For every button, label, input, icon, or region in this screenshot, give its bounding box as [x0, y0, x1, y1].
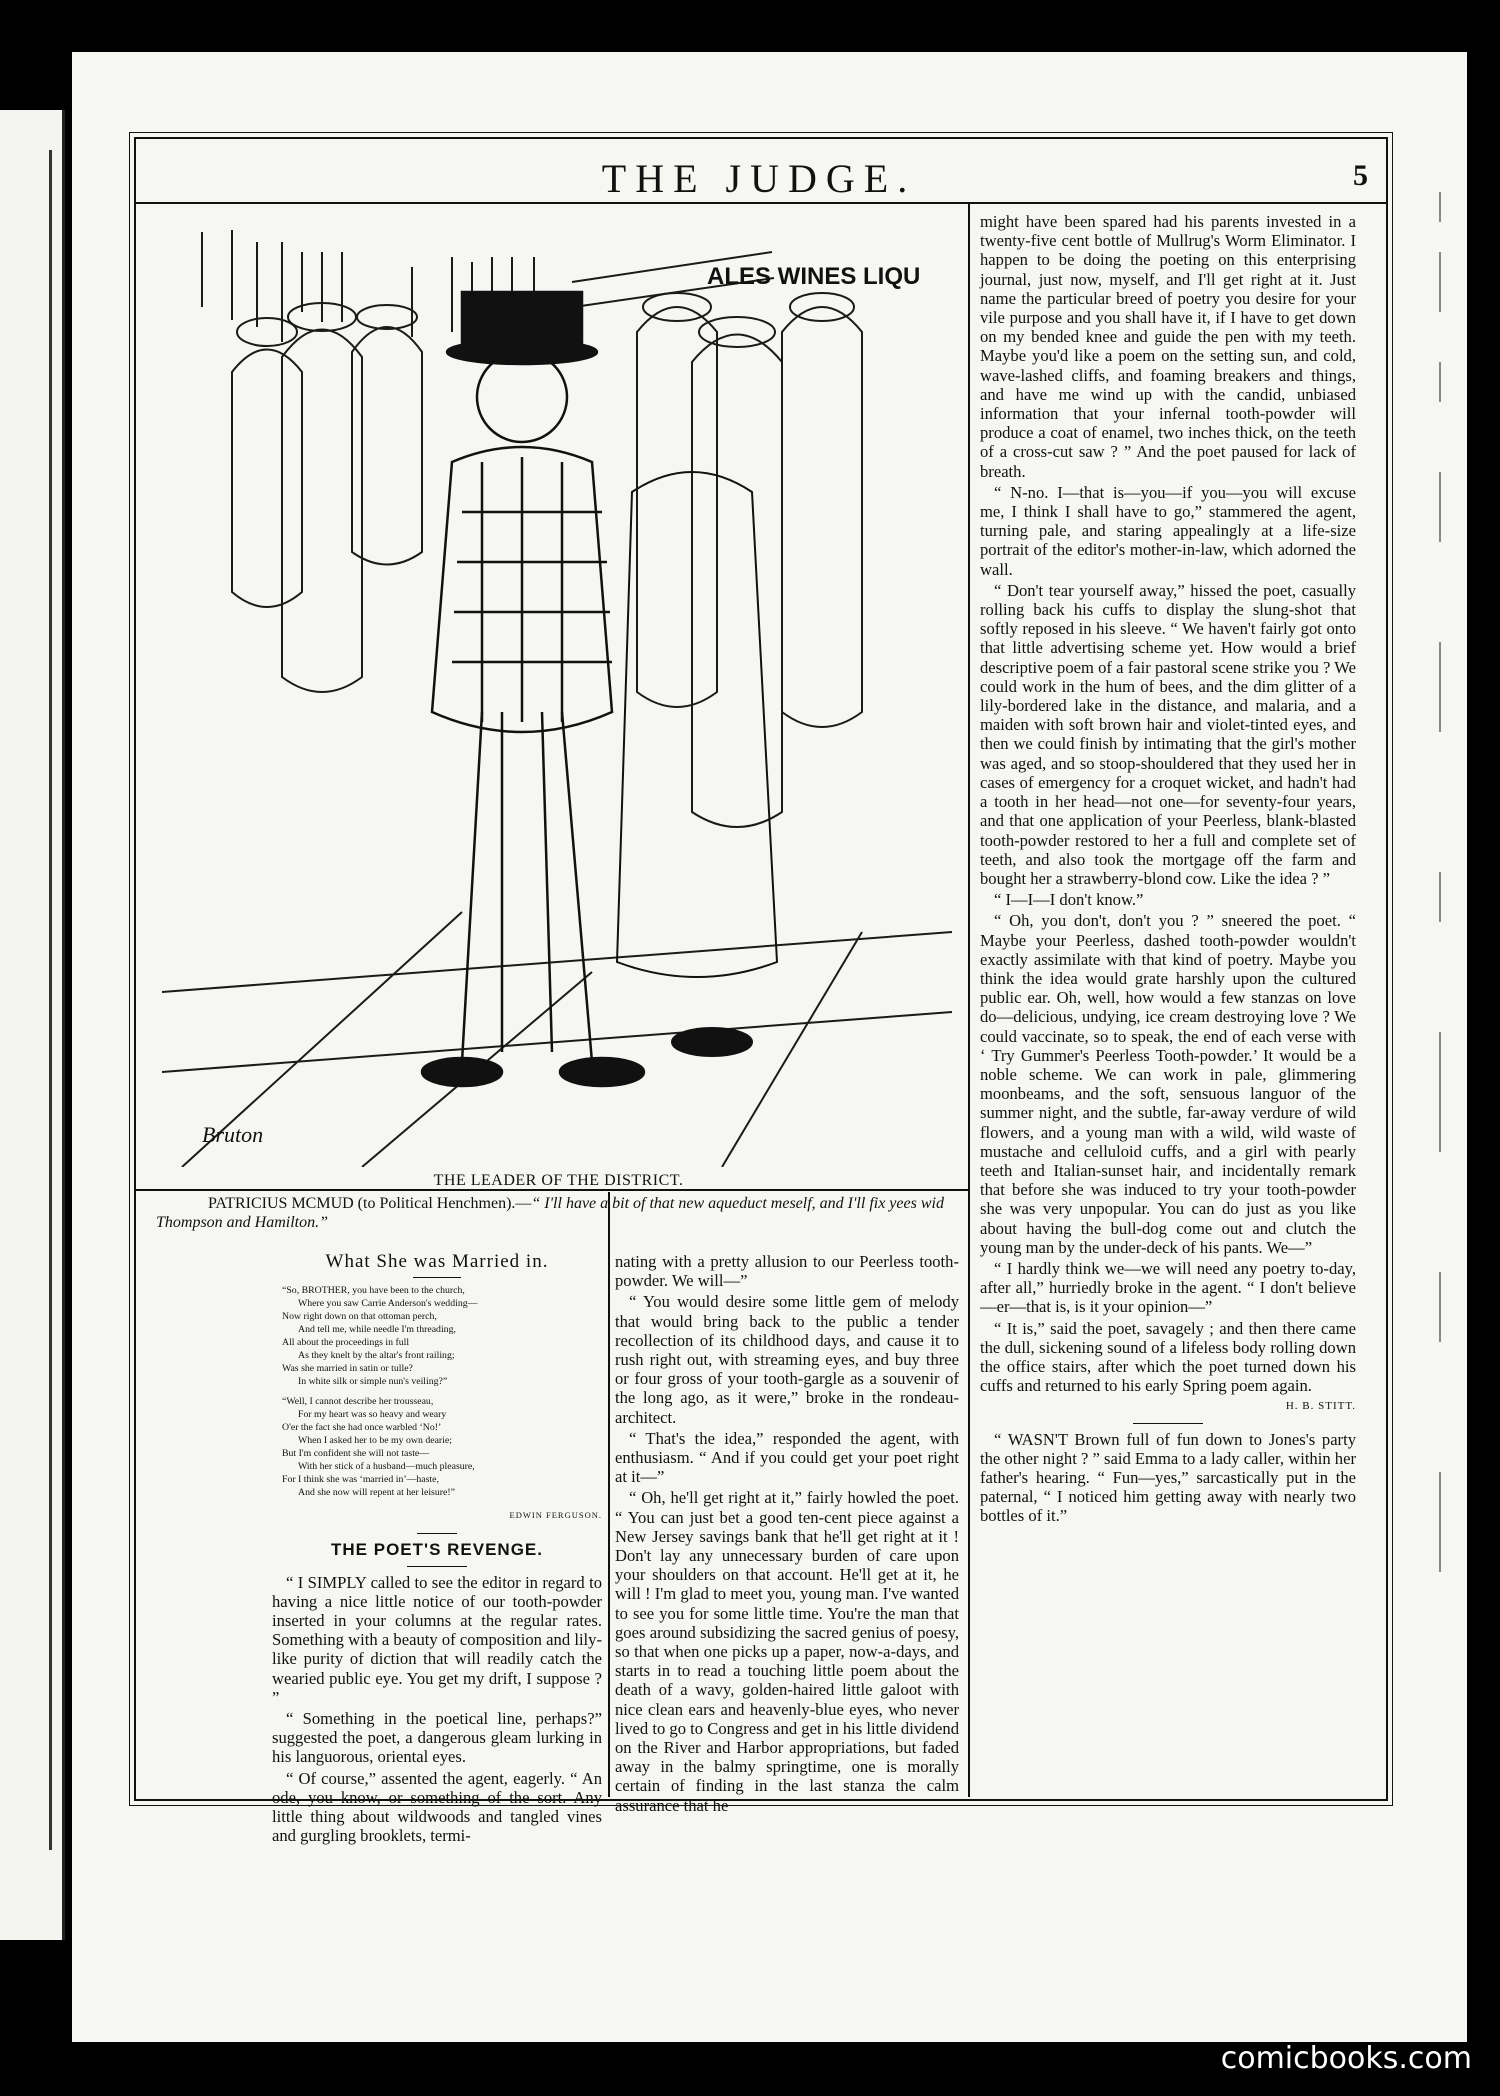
poem-line: Now right down on that ottoman perch, [282, 1311, 437, 1323]
poem-line: For I think she was ‘married in’—haste, [282, 1474, 439, 1486]
poem-line: All about the proceedings in full [282, 1337, 410, 1349]
page-number: 5 [1353, 159, 1368, 192]
story-paragraph: “ You would desire some little gem of melody that would bring back to the public a tender recollection of its childhood days, and cause it to rush right out, with streaming eyes, and buy three or four gross of your tooth-gargle as a souvenir of the long ago, as it were,” broke in the rondeau-architect. [615, 1292, 959, 1427]
story-paragraph: might have been spared had his parents invested in a twenty-five cent bottle of Mullrug's Worm Eliminator. I happen to be doing the poeting on this enterprising journal, just now, myself, and I'll get right at it. Just name the particular breed of poetry you desire for your vile purpose and you shall have it, if I have to get down on my bended knee and guide the pen with my teeth. Maybe you'd like a poem on the setting sun, and cold, wave-lashed cliffs, and foaming breakers and things, and have me wind up with the candid, unbiased information that your infernal tooth-powder will produce a coat of enamel, two inches thick, on the teeth of a cross-cut saw ? ” And the poet paused for lack of breath. [980, 212, 1356, 481]
poem-line: In white silk or simple nun's veiling?” [298, 1376, 448, 1388]
separator-rule [417, 1533, 457, 1534]
page-header [134, 137, 1384, 207]
story-title: THE POET'S REVENGE. [331, 1540, 543, 1560]
story-author: H. B. STITT. [1285, 1400, 1356, 1413]
poem-stanza [272, 1284, 602, 1388]
poem-line: “So, BROTHER, you have been to the church, [282, 1285, 465, 1297]
artist-signature: Bruton [202, 1122, 264, 1147]
joke-paragraph: “ WASN'T Brown full of fun down to Jones's party the other night ? ” said Emma to a lady caller, within her father's hearing. “ Fun—yes,” sarcastically put in the paternal, “ I noticed him getting away with nearly two bottles of it.” [980, 1429, 1356, 1526]
story-paragraph: “ It is,” said the poet, savagely ; and then there came the dull, sickening sound of a lifeless body rolling down the office stairs, after which the poet turned down his cuffs and returned to his early Spring poem again. [980, 1318, 1356, 1396]
poem-title-rule [413, 1277, 461, 1278]
story-paragraph: “ Of course,” assented the agent, eagerly. “ An ode, you know, or something of the sort. Any little thing about wildwoods and tangled vines and gurgling brooklets, termi- [272, 1768, 602, 1846]
caption-speaker: PATRICIUS MCMUD (to Political Henchmen).— [208, 1195, 532, 1212]
lower-left-column [272, 1252, 602, 1847]
story-paragraph: “ Don't tear yourself away,” hissed the poet, casually rolling back his cuffs to display the slung-shot that softly reposed in his sleeve. “ We haven't fairly got onto that little advertising scheme yet. How would a brief descriptive poem of a fair pastoral scene strike you ? We could work in the hum of bees, and the dim glitter of a lily-bordered lake in the distance, and malaria, and a maiden with soft brown hair and violet-tinted eyes, and then we could finish by intimating that the girl's mother was aged, and so stoop-shouldered that they used her in cases of emergency for a croquet wicket, and hadn't had a tooth in her head—not one—for seventy-four years, and that one application of your Peerless, blank-blasted tooth-powder restored to her a full and complete set of teeth, and also took the mortgage off the farm and bought her a strawberry-blond cow. Like the idea ? ” [980, 580, 1356, 888]
scan-margin-marks [1433, 172, 1449, 1772]
right-column-rule [968, 202, 970, 1797]
caption-title: THE LEADER OF THE DISTRICT. [433, 1172, 684, 1189]
poem-line: And she now will repent at her leisure!” [298, 1487, 455, 1499]
story-paragraph: “ N-no. I—that is—you—if you—you will excuse me, I think I shall have to go,” stammered the agent, turning pale, and staring appealingly at a life-size portrait of the editor's mother-in-law, which adorned the wall. [980, 482, 1356, 579]
poem-title: What She was Married in. [325, 1251, 549, 1272]
masthead-title: THE JUDGE. [601, 156, 917, 201]
poem-line: When I asked her to be my own dearie; [298, 1435, 452, 1447]
story-paragraph: “ Oh, you don't, don't you ? ” sneered the poet. “ Maybe your Peerless, dashed tooth-powder wouldn't exactly assimilate with that kind of poetry. Maybe you think the idea would grate harshly upon the cultured public ear. Oh, well, how would a few stanzas on love do—delicious, undying, ice cream destroying love ? We could vaccinate, so to speak, the end of each verse with ‘ Try Gummer's Peerless Tooth-powder.’ It would be a noble scheme. We can work in pale, glimmering moonbeams, and the soft, sensuous languor of the summer night, and the subtle, far-away verdure of wild flowers, and a young man with a wild, wild waste of mustache and celluloid cuffs, and a girl with pearly teeth and Italian-sunset hair, and incidentally remark that before she was induced to try your tooth-powder she was very unpopular. You can do just as you like about having the bull-dog come out and clutch the young man by the under-deck of his pants. We—” [980, 911, 1356, 1257]
header-rule [134, 202, 1388, 204]
story-paragraph: “ I—I—I don't know.” [994, 890, 1144, 910]
previous-page-edge [0, 110, 65, 1940]
lower-middle-column [615, 1252, 959, 1817]
poem-line: For my heart was so heavy and weary [298, 1409, 447, 1421]
poem-body [272, 1284, 602, 1499]
illustration-caption [156, 1172, 961, 1232]
page-scan [72, 52, 1467, 2042]
poem-line: O'er the fact she had once warbled ‘No!’ [282, 1422, 442, 1434]
story-paragraph: “ I hardly think we—we will need any poetry to-day, after all,” hurriedly broke in the agent. “ I don't believe—er—that is, is it your opinion—” [980, 1258, 1356, 1317]
story-paragraph: nating with a pretty allusion to our Peerless tooth-powder. We will—” [615, 1252, 959, 1291]
poem-line: But I'm confident she will not taste— [282, 1448, 430, 1460]
story-paragraph: “ Oh, he'll get right at it,” fairly howled the poet. “ You can just bet a good ten-cent piece against a New Jersey savings bank that he'll get right at it ! Don't lay any unnecessary burden of care upon your shoulders on that account. He'll get at it, he will ! I'm glad to meet you, young man. I've wanted to see you for some little time. You're the man that goes around subsidizing the sacred genius of poesy, so that when one picks up a paper, now-a-days, and starts in to read a touching little poem about the death of a wavy, golden-haired little galoot with nice clean ears and heavenly-blue eyes, who never lived to go to Congress and get in his little dividend on the River and Harbor appropriations, but faded away in the balmy springtime, one is morally certain of finding in the last stanza the calm assurance that he [615, 1488, 959, 1815]
poem-line: Where you saw Carrie Anderson's wedding— [298, 1298, 478, 1310]
poem-line: As they knelt by the altar's front railing; [298, 1350, 455, 1362]
caption-quote: “ I'll have a bit of that new aqueduct meself, and I'll fix yees wid Thompson and Hamilton.” [156, 1195, 944, 1231]
story-title-rule [407, 1566, 467, 1567]
poem-line: And tell me, while needle I'm threading, [298, 1324, 456, 1336]
site-watermark: comicbooks.com [1220, 2041, 1472, 2076]
poem-line: “Well, I cannot describe her trousseau, [282, 1396, 434, 1408]
poem-line: Was she married in satin or tulle? [282, 1363, 413, 1375]
right-column [980, 212, 1356, 1528]
poem-line: With her stick of a husband—much pleasure, [298, 1461, 475, 1473]
lower-column-rule [608, 1192, 610, 1797]
cartoon-illustration [162, 212, 952, 1167]
wine-shop-sign: ALES WINES LIQU [707, 263, 921, 290]
story-paragraph: “ Something in the poetical line, perhaps?” suggested the poet, a dangerous gleam lurking in his languorous, oriental eyes. [272, 1709, 602, 1767]
poem-stanza [272, 1395, 602, 1499]
caption-text [156, 1194, 961, 1232]
separator-rule [1133, 1423, 1203, 1424]
poem-author: EDWIN FERGUSON. [509, 1510, 602, 1521]
story-paragraph: “ I SIMPLY called to see the editor in regard to having a nice little notice of our tooth-powder inserted in your columns at the regular rates. Something with a beauty of composition and lily-like purity of diction that will readily catch the wearied public eye. You get my drift, I suppose ? ” [272, 1572, 602, 1707]
story-paragraph: “ That's the idea,” responded the agent, with enthusiasm. “ And if you could get your poet right at it—” [615, 1428, 959, 1487]
